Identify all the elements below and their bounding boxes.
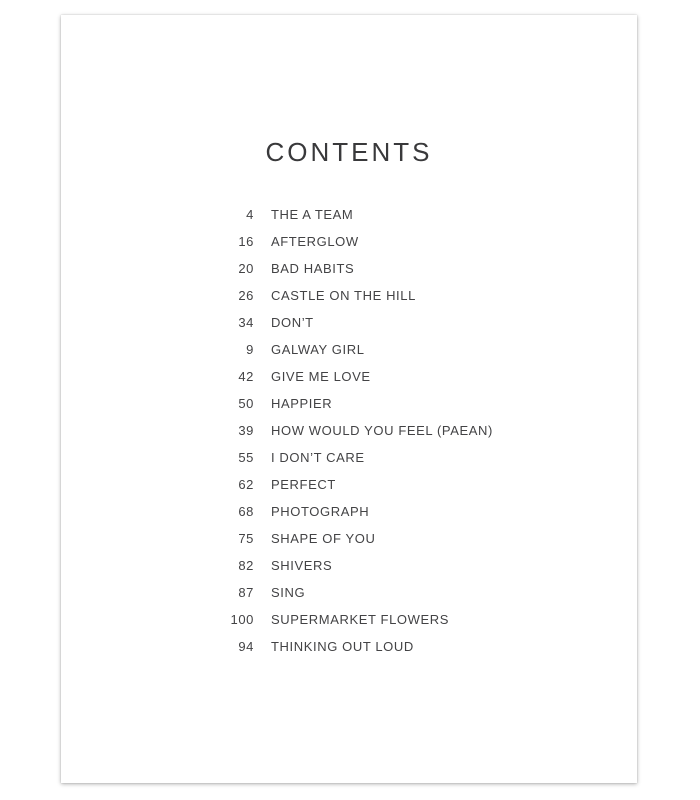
toc-entry xyxy=(61,498,637,525)
contents-page xyxy=(61,15,637,783)
toc-entry xyxy=(61,552,637,579)
toc-entry xyxy=(61,471,637,498)
toc-song-title: THINKING OUT LOUD xyxy=(271,639,414,654)
toc-song-title: GIVE ME LOVE xyxy=(271,369,371,384)
toc-page-number: 20 xyxy=(238,261,254,276)
toc-entry xyxy=(61,606,637,633)
toc-entry xyxy=(61,282,637,309)
toc-song-title: SHAPE OF YOU xyxy=(271,531,376,546)
toc-entry xyxy=(61,228,637,255)
toc-entry xyxy=(61,525,637,552)
toc-entry xyxy=(61,579,637,606)
toc-page-number: 87 xyxy=(238,585,254,600)
toc-entry xyxy=(61,336,637,363)
toc-song-title: DON’T xyxy=(271,315,314,330)
toc-page-number: 68 xyxy=(238,504,254,519)
toc-page-number: 55 xyxy=(238,450,254,465)
toc-song-title: GALWAY GIRL xyxy=(271,342,365,357)
toc-page-number: 100 xyxy=(230,612,254,627)
toc-page-number: 94 xyxy=(238,639,254,654)
toc-page-number: 26 xyxy=(238,288,254,303)
toc-entry xyxy=(61,255,637,282)
toc-page-number: 75 xyxy=(238,531,254,546)
toc-song-title: BAD HABITS xyxy=(271,261,355,276)
toc-entry xyxy=(61,417,637,444)
toc-entry xyxy=(61,201,637,228)
toc-entry xyxy=(61,390,637,417)
toc-page-number: 16 xyxy=(238,234,254,249)
toc-list xyxy=(61,201,637,660)
toc-page-number: 4 xyxy=(246,207,254,222)
page-title: CONTENTS xyxy=(265,137,433,167)
toc-page-number: 82 xyxy=(238,558,254,573)
toc-song-title: SING xyxy=(271,585,306,600)
toc-entry xyxy=(61,309,637,336)
toc-song-title: CASTLE ON THE HILL xyxy=(271,288,416,303)
toc-song-title: I DON’T CARE xyxy=(271,450,365,465)
toc-song-title: HOW WOULD YOU FEEL (PAEAN) xyxy=(271,423,493,438)
toc-song-title: HAPPIER xyxy=(271,396,333,411)
toc-song-title: SHIVERS xyxy=(271,558,333,573)
toc-page-number: 42 xyxy=(238,369,254,384)
toc-entry xyxy=(61,633,637,660)
toc-page-number: 50 xyxy=(238,396,254,411)
toc-entry xyxy=(61,444,637,471)
toc-entry xyxy=(61,363,637,390)
toc-page-number: 39 xyxy=(238,423,254,438)
toc-song-title: SUPERMARKET FLOWERS xyxy=(271,612,450,627)
toc-page-number: 9 xyxy=(246,342,254,357)
toc-song-title: PHOTOGRAPH xyxy=(271,504,370,519)
toc-song-title: THE A TEAM xyxy=(271,207,354,222)
toc-page-number: 62 xyxy=(238,477,254,492)
toc-song-title: PERFECT xyxy=(271,477,336,492)
toc-song-title: AFTERGLOW xyxy=(271,234,359,249)
toc-page-number: 34 xyxy=(238,315,254,330)
